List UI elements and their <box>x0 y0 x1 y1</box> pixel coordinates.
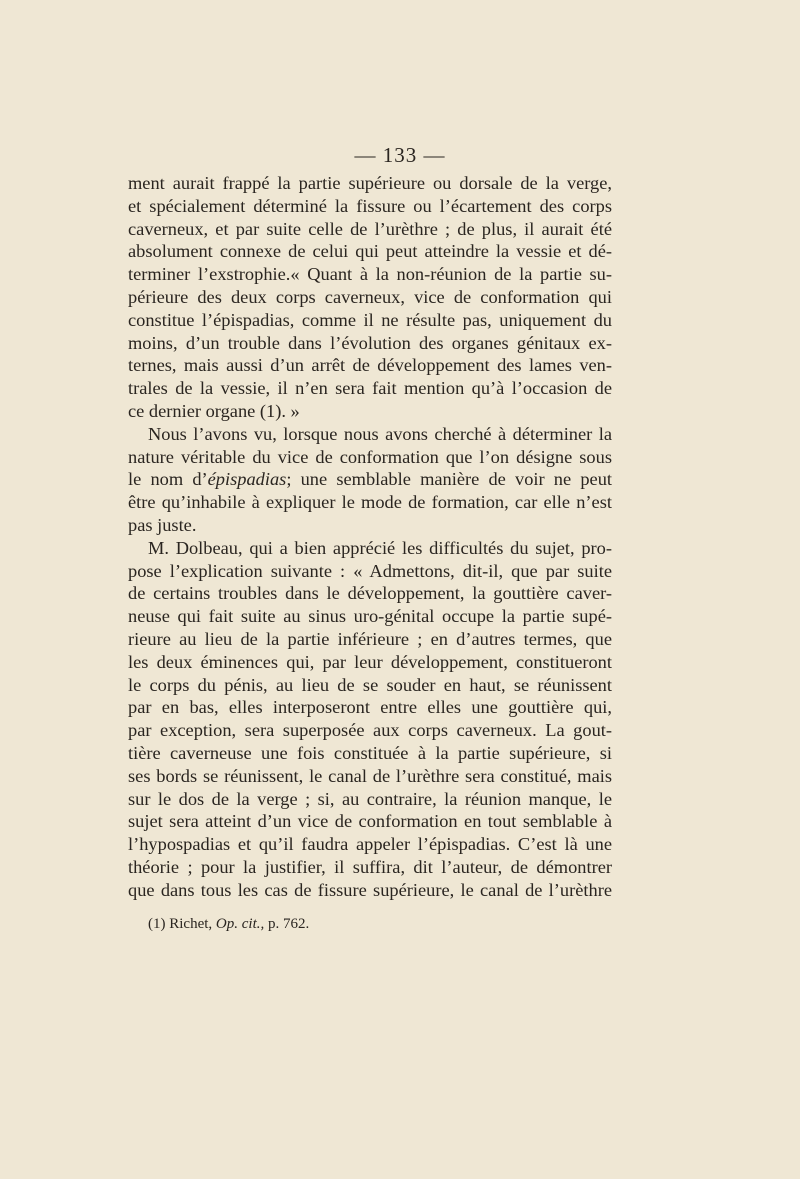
text-line: le corps du pénis, au lieu de se souder en haut, se réunissent <box>128 674 612 695</box>
text-line: tière caverneuse une fois constituée à la partie supérieure, si <box>128 742 612 763</box>
italic-term: épispadias <box>207 469 287 490</box>
text-line: pose l’explication suivante : « Admettons, dit-il, que par suite <box>128 560 612 581</box>
text-line: par exception, sera superposée aux corps caverneux. La gout- <box>128 720 612 741</box>
text-line: sujet sera atteint d’un vice de conformation en tout semblable à <box>128 811 612 832</box>
footnote-marker: (1) <box>148 916 166 932</box>
text-line: ses bords se réunissent, le canal de l’urèthre sera constitué, mais <box>128 765 612 786</box>
text-line: caverneux, et par suite celle de l’urèthre ; de plus, il aurait été <box>128 218 612 239</box>
text-line: moins, d’un trouble dans l’évolution des organes génitaux ex- <box>128 332 612 353</box>
text-fragment: le nom d’ <box>128 469 208 490</box>
footnote-page: p. 762. <box>267 916 310 932</box>
text-line: pas juste. <box>128 514 197 535</box>
text-line: ternes, mais aussi d’un arrêt de développement des lames ven- <box>128 355 612 376</box>
text-line: nature véritable du vice de conformation que l’on désigne sous <box>128 446 612 467</box>
footnote-reference: Op. cit., <box>215 916 265 932</box>
text-line: ce dernier organe (1). » <box>128 400 300 421</box>
text-line: périeure des deux corps caverneux, vice de conformation qui <box>128 286 612 307</box>
page-number: — 133 — <box>354 143 446 167</box>
text-line: théorie ; pour la justifier, il suffira, dit l’auteur, de démontrer <box>128 856 612 877</box>
text-line: constitue l’épispadias, comme il ne résulte pas, uniquement du <box>128 309 612 330</box>
text-line-with-italic <box>128 468 612 491</box>
text-line: Nous l’avons vu, lorsque nous avons cherché à déterminer la <box>148 423 612 444</box>
text-line: que dans tous les cas de fissure supérieure, le canal de l’urèthre <box>128 879 612 900</box>
text-line: sur le dos de la verge ; si, au contraire, la réunion manque, le <box>128 788 612 809</box>
text-fragment: ; une semblable manière de voir ne peut <box>286 469 612 490</box>
text-line: être qu’inhabile à expliquer le mode de formation, car elle n’est <box>128 492 612 513</box>
text-line: les deux éminences qui, par leur développement, constitueront <box>128 651 612 672</box>
text-line: trales de la vessie, il n’en sera fait mention qu’à l’occasion de <box>128 378 612 399</box>
text-line: de certains troubles dans le développement, la gouttière caver- <box>128 583 612 604</box>
text-line: neuse qui fait suite au sinus uro-génital occupe la partie supé- <box>128 606 612 627</box>
text-line: absolument connexe de celui qui peut atteindre la vessie et dé- <box>128 241 612 262</box>
text-line: terminer l’exstrophie.« Quant à la non-réunion de la partie su- <box>128 264 612 285</box>
text-line: ment aurait frappé la partie supérieure ou dorsale de la verge, <box>128 173 612 193</box>
text-line: et spécialement déterminé la fissure ou l’écartement des corps <box>128 195 612 216</box>
text-line: par en bas, elles interposeront entre elles une gouttière qui, <box>128 697 612 718</box>
footnote-author: Richet, <box>169 916 213 932</box>
body-text <box>128 172 612 902</box>
text-line: rieure au lieu de la partie inférieure ; en d’autres termes, que <box>128 628 612 649</box>
footnote <box>148 916 309 933</box>
text-line: M. Dolbeau, qui a bien apprécié les difficultés du sujet, pro- <box>148 537 612 558</box>
text-line: l’hypospadias et qu’il faudra appeler l’épispadias. C’est là une <box>128 834 612 855</box>
